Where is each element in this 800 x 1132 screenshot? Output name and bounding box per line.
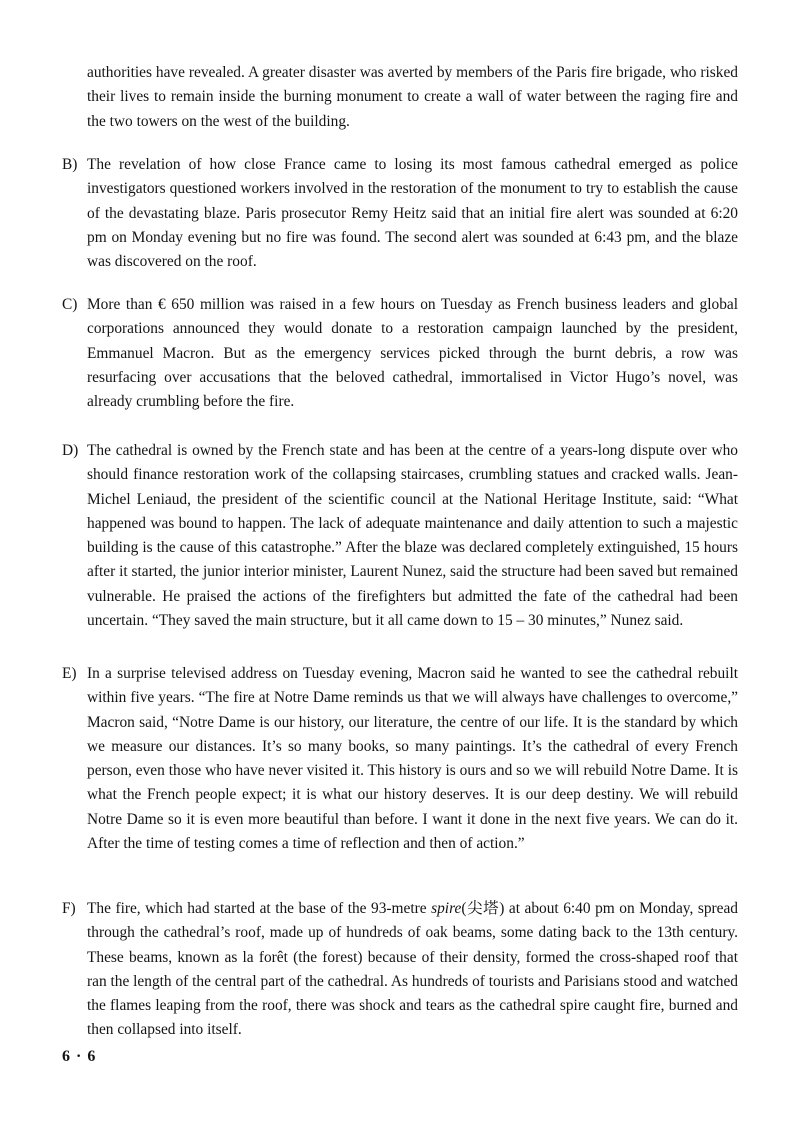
paragraph-text-start: The fire, which had started at the base of the 93-metre xyxy=(87,900,432,917)
paragraph-label: B) xyxy=(62,156,78,173)
paragraph-text: More than € 650 million was raised in a few hours on Tuesday as French business leaders and global corporations announced they would donate to a restoration campaign launched by the president, Emmanuel Macron. But as the emergency services picked through the burnt debris, a row was resurfacing over accusations that the beloved cathedral, immortalised in Victor Hugo’s novel, was already crumbling before the fire. xyxy=(87,296,738,411)
paragraph-e xyxy=(62,662,738,856)
paragraph-label: D) xyxy=(62,442,79,459)
paragraph-d xyxy=(62,439,738,633)
paragraph-text xyxy=(87,897,738,1043)
paragraph-a-continuation xyxy=(62,61,738,134)
paragraph-text-end: (尖塔) at about 6:40 pm on Monday, spread through the cathedral’s roof, made up of hundreds of oak beams, some dating back to the 13th century. These beams, known as la forêt (the forest) because of their density, formed the cross-shaped roof that ran the length of the central part of the cathedral. As hundreds of tourists and Parisians stood and watched the flames leaping from the roof, there was shock and tears as the cathedral spire caught fire, burned and then collapsed into itself. xyxy=(87,900,739,1039)
paragraph-label: F) xyxy=(62,900,76,917)
glossed-term: spire xyxy=(431,900,462,917)
paragraph-text: authorities have revealed. A greater disaster was averted by members of the Paris fire brigade, who risked their lives to remain inside the burning monument to create a wall of water between the raging fire and the two towers on the west of the building. xyxy=(87,64,738,130)
page-number: 6 · 6 xyxy=(62,1048,97,1065)
paragraph-text: The revelation of how close France came to losing its most famous cathedral emerged as police investigators questioned workers involved in the restoration of the monument to try to establish the cause of the devastating blaze. Paris prosecutor Remy Heitz said that an initial fire alert was sounded at 6:20 pm on Monday evening but no fire was found. The second alert was sounded at 6:43 pm, and the blaze was discovered on the roof. xyxy=(87,156,738,271)
paragraph-c xyxy=(62,293,738,414)
paragraph-f xyxy=(62,897,738,1043)
paragraph-text: The cathedral is owned by the French state and has been at the centre of a years-long dispute over who should finance restoration work of the collapsing staircases, crumbling statues and cracked walls. Jean-Michel Leniaud, the president of the scientific council at the National Heritage Institute, said: “What happened was bound to happen. The lack of adequate maintenance and daily attention to such a majestic building is the cause of this catastrophe.” After the blaze was declared completely extinguished, 15 hours after it started, the junior interior minister, Laurent Nunez, said the structure had been saved but remained vulnerable. He praised the actions of the firefighters but admitted the fate of the cathedral had been uncertain. “They saved the main structure, but it all came down to 15 – 30 minutes,” Nunez said. xyxy=(87,442,738,630)
paragraph-b xyxy=(62,153,738,274)
paragraph-label: C) xyxy=(62,296,78,313)
paragraph-text: In a surprise televised address on Tuesday evening, Macron said he wanted to see the cathedral rebuilt within five years. “The fire at Notre Dame reminds us that we will always have challenges to overcome,” Macron said, “Notre Dame is our history, our literature, the centre of our life. It is the standard by which we measure our distances. It’s so many books, so many paintings. It’s the cathedral of every French person, even those who have never visited it. This history is ours and so we will rebuild Notre Dame. It is what the French people expect; it is what our history deserves. It is our deep destiny. We will rebuild Notre Dame so it is even more beautiful than before. I want it done in the next five years. We can do it. After the time of testing comes a time of reflection and then of action.” xyxy=(87,665,738,853)
paragraph-label: E) xyxy=(62,665,77,682)
